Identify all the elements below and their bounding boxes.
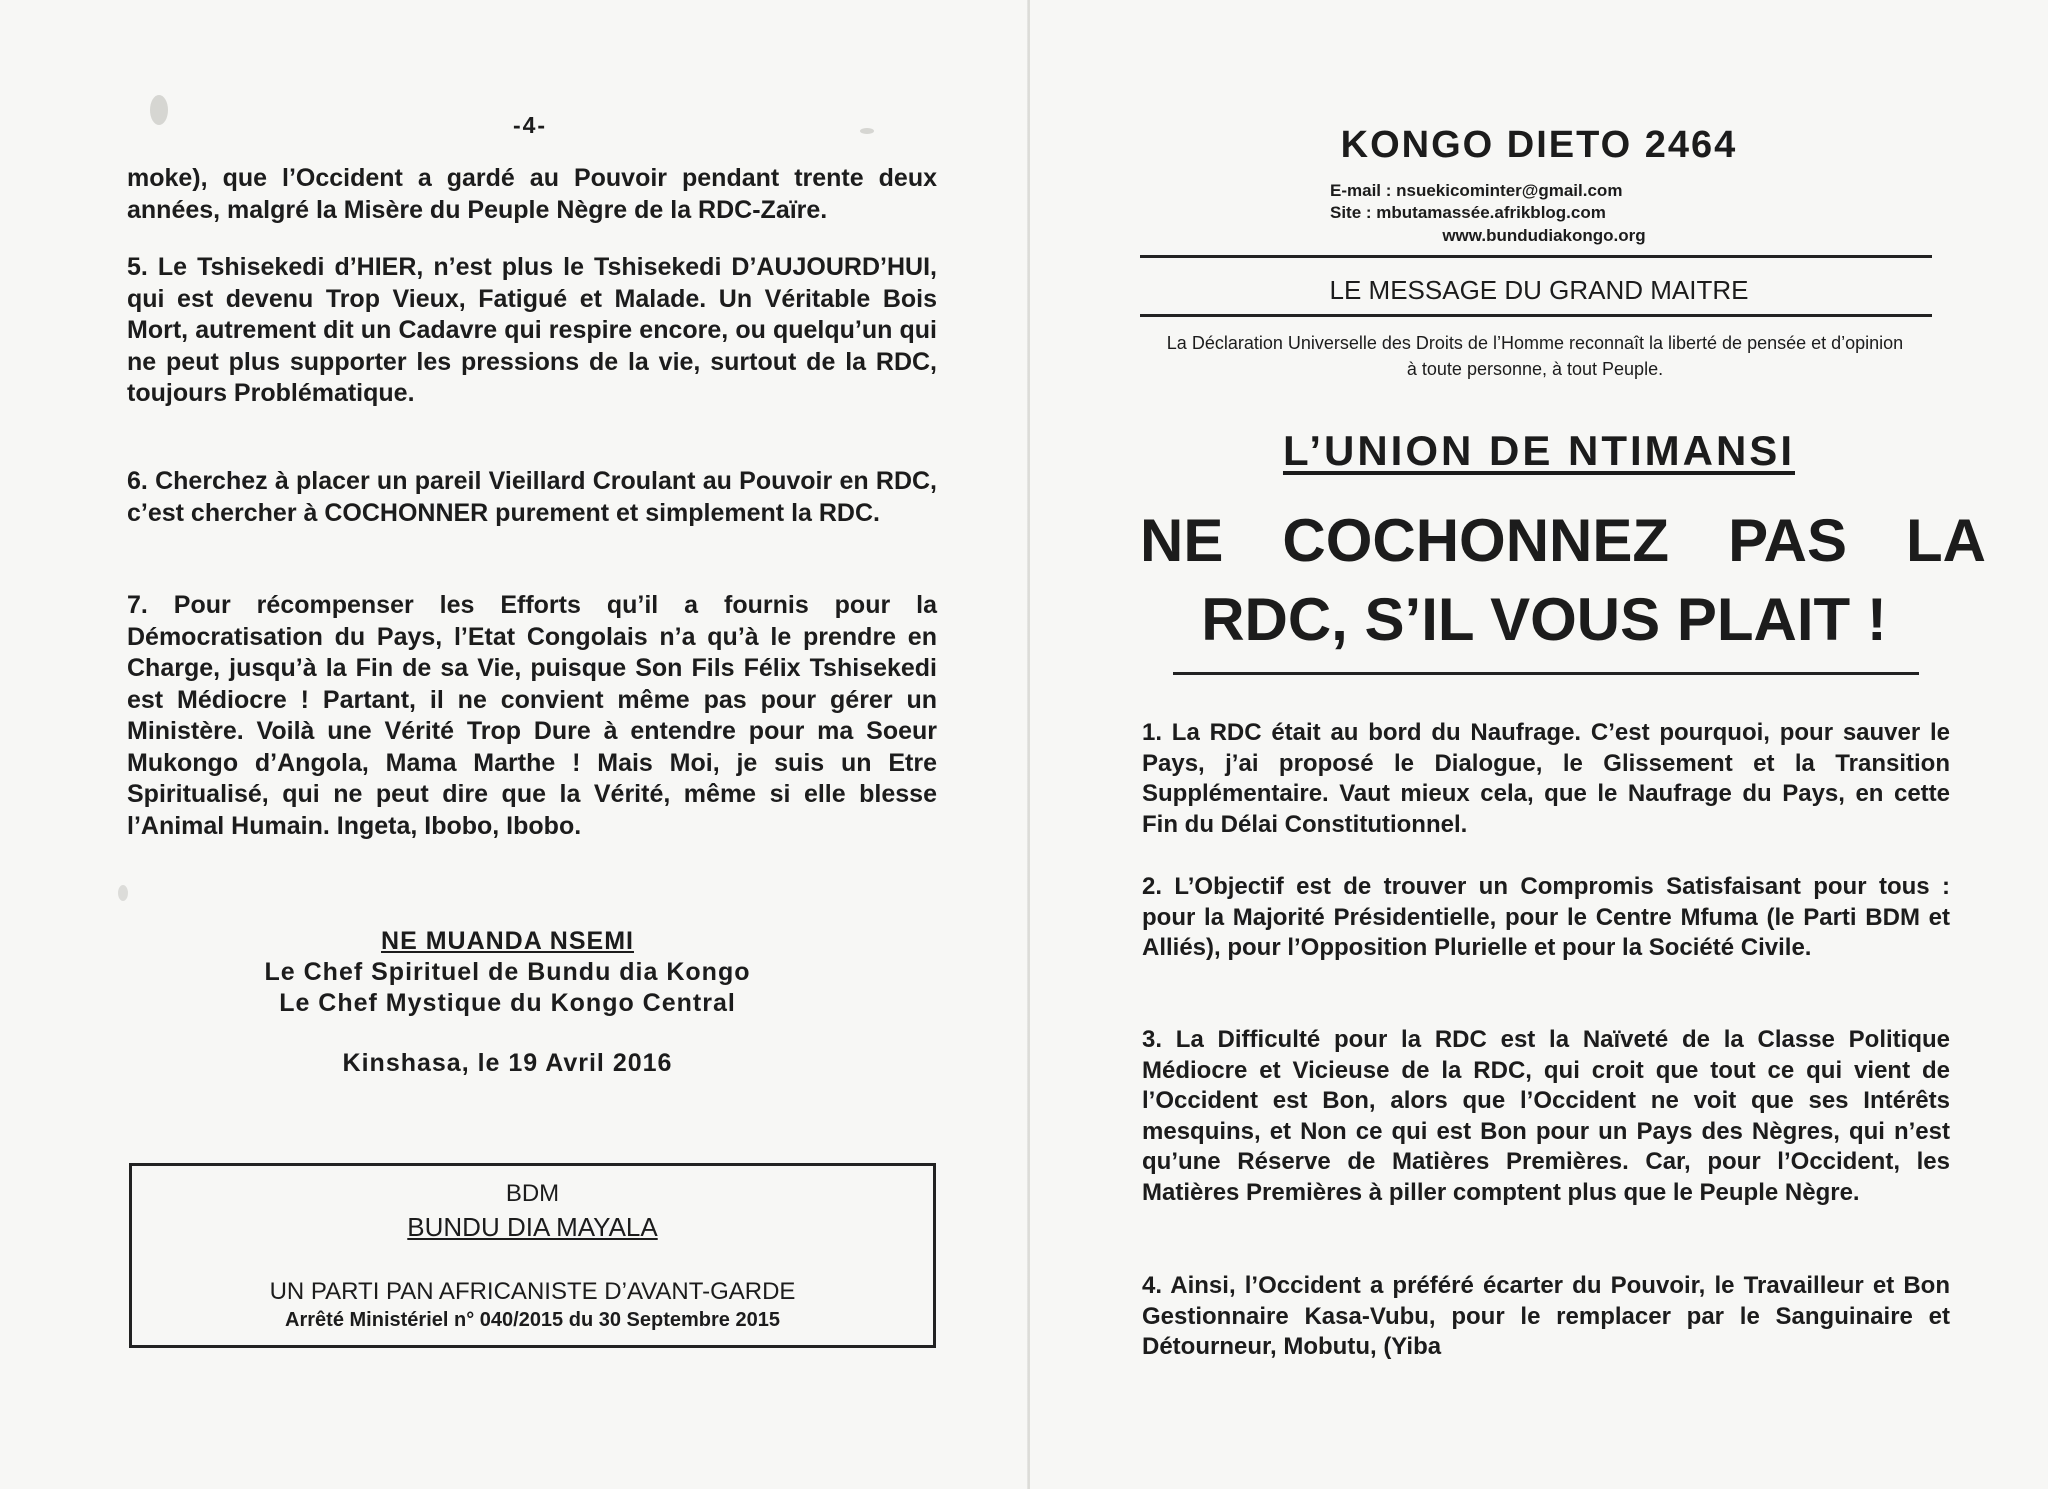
party-tagline: UN PARTI PAN AFRICANISTE D’AVANT-GARDE bbox=[269, 1278, 796, 1305]
party-decree: Arrêté Ministériel n° 040/2015 du 30 Septembre 2015 bbox=[285, 1309, 780, 1331]
paragraph-6: 6. Cherchez à placer un pareil Vieillard Croulant au Pouvoir en RDC, c’est chercher à COCHONNER purement et simplement la RDC. bbox=[127, 467, 937, 527]
header-rule-top bbox=[1140, 255, 1932, 258]
paragraph-2: 2. L’Objectif est de trouver un Compromis Satisfaisant pour tous : pour la Majorité Présidentielle, pour le Centre Mfuma (le Parti BDM et Alliés), pour l’Opposition Plurielle et pour la Société Civile. bbox=[1142, 873, 1950, 961]
contact-website: www.bundudiakongo.org bbox=[1442, 226, 1646, 245]
paragraph-5: 5. Le Tshisekedi d’HIER, n’est plus le Tshisekedi D’AUJOURD’HUI, qui est devenu Trop Vieux, Fatigué et Malade. Un Véritable Bois Mort, autrement dit un Cadavre qui respire encore, ou quelqu’un qui ne peut plus supporter les pressions de la vie, surtout de la RDC, toujours Problématique. bbox=[127, 253, 937, 407]
paragraph-4: 4. Ainsi, l’Occident a préféré écarter du Pouvoir, le Travailleur et Bon Gestionnaire Kasa-Vubu, pour le remplacer par le Sanguinaire et Détourneur, Mobutu, (Yiba bbox=[1142, 1272, 1950, 1360]
signature-role-mystic: Le Chef Mystique du Kongo Central bbox=[279, 989, 736, 1017]
intro-declaration: La Déclaration Universelle des Droits de l’Homme reconnaît la liberté de pensée et d’opinion à toute personne, à tout Peuple. bbox=[1166, 333, 1904, 379]
headline-rule bbox=[1173, 672, 1919, 675]
masthead-title: KONGO DIETO 2464 bbox=[1340, 124, 1738, 166]
scan-speck bbox=[118, 885, 128, 901]
party-acronym: BDM bbox=[505, 1180, 560, 1207]
right-page bbox=[1030, 0, 2048, 1489]
contact-email: E-mail : nsuekicominter@gmail.com bbox=[1330, 181, 1623, 200]
scan-speck bbox=[860, 128, 874, 134]
section-header: LE MESSAGE DU GRAND MAITRE bbox=[1329, 275, 1749, 305]
party-box bbox=[129, 1163, 936, 1348]
signature-name: NE MUANDA NSEMI bbox=[381, 927, 634, 955]
paragraph-7: 7. Pour récompenser les Efforts qu’il a fournis pour la Démocratisation du Pays, l’Etat Congolais n’a qu’à le prendre en Charge, jusqu’à la Fin de sa Vie, puisque Son Fils Félix Tshisekedi est Médiocre ! Partant, il ne convient même pas pour gérer un Ministère. Voilà une Vérité Trop Dure à entendre pour ma Soeur Mukongo d’Angola, Mama Marthe ! Mais Moi, je suis un Etre Spiritualisé, qui ne peut dire que la Vérité, même si elle blesse l’Animal Humain. Ingeta, Ibobo, Ibobo. bbox=[127, 591, 937, 840]
headline-line-1: NE COCHONNEZ PAS LA bbox=[1140, 507, 1986, 574]
paragraph-1: 1. La RDC était au bord du Naufrage. C’est pourquoi, pour sauver le Pays, j’ai proposé le Dialogue, le Glissement et la Transition Supplémentaire. Vaut mieux cela, que le Naufrage du Pays, en cette Fin du Délai Constitutionnel. bbox=[1142, 719, 1950, 838]
paragraph-continuation: moke), que l’Occident a gardé au Pouvoir pendant trente deux années, malgré la Misère du Peuple Nègre de la RDC-Zaïre. bbox=[127, 164, 937, 224]
header-rule-bottom bbox=[1140, 314, 1932, 317]
party-name: BUNDU DIA MAYALA bbox=[407, 1212, 658, 1242]
union-title: L’UNION DE NTIMANSI bbox=[1282, 427, 1795, 474]
page-number: -4- bbox=[512, 112, 548, 138]
paragraph-3: 3. La Difficulté pour la RDC est la Naïveté de la Classe Politique Médiocre et Vicieuse de la RDC, qui croit que tout ce qui vient de l’Occident est Bon, alors que l’Occident ne voit que ses Intérêts mesquins, et Non ce qui est Bon pour un Pays des Nègres, qui n’est qu’une Réserve de Matières Premières. Car, pour l’Occident, les Matières Premières à piller comptent plus que le Peuple Nègre. bbox=[1142, 1026, 1950, 1206]
signature-place-date: Kinshasa, le 19 Avril 2016 bbox=[342, 1049, 673, 1077]
headline-line-2: RDC, S’IL VOUS PLAIT ! bbox=[1201, 586, 1887, 653]
scan-speck bbox=[150, 95, 168, 125]
signature-role-spiritual: Le Chef Spirituel de Bundu dia Kongo bbox=[264, 958, 751, 986]
contact-site: Site : mbutamassée.afrikblog.com bbox=[1330, 203, 1606, 222]
